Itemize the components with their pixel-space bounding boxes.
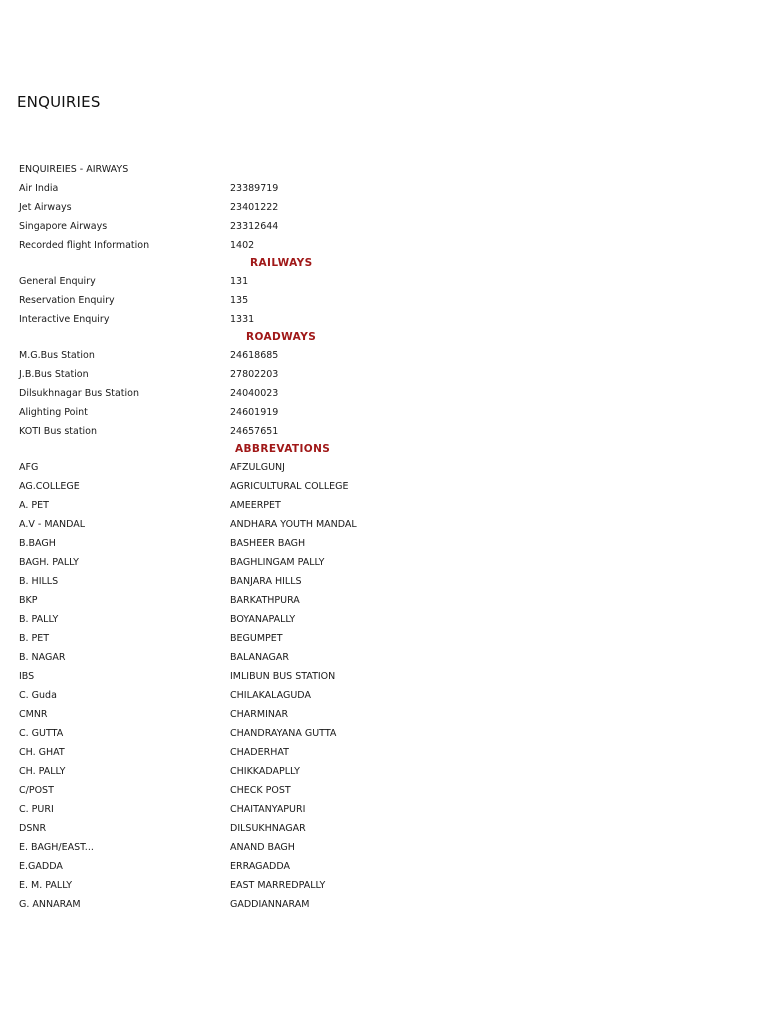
roadways-row-label: KOTI Bus station	[19, 426, 98, 437]
abbreviations-row-label: BKP	[19, 595, 38, 606]
abbreviations-row	[19, 895, 719, 914]
abbreviations-row-label: CMNR	[19, 709, 48, 720]
abbreviations-row	[19, 800, 719, 819]
abbreviations-row	[19, 515, 719, 534]
abbreviations-row-value: CHILAKALAGUDA	[230, 690, 311, 701]
abbreviations-row	[19, 781, 719, 800]
railways-row-value: 135	[230, 295, 249, 306]
airways-row-label: Recorded flight Information	[19, 240, 150, 251]
railways-row-label: Reservation Enquiry	[19, 295, 115, 306]
page-title: ENQUIRIES	[17, 93, 101, 111]
abbreviations-row-value: BOYANAPALLY	[230, 614, 296, 625]
roadways-row-value: 24040023	[230, 388, 279, 399]
abbreviations-row-label: B. PET	[19, 633, 50, 644]
abbreviations-row-value: ANDHARA YOUTH MANDAL	[230, 519, 357, 530]
roadways-list	[19, 346, 719, 441]
airways-row-label: Singapore Airways	[19, 221, 108, 232]
abbreviations-row-value: ANAND BAGH	[230, 842, 295, 853]
airways-row-value: 1402	[230, 240, 255, 251]
railways-row-label: General Enquiry	[19, 276, 96, 287]
roadways-row-value: 24618685	[230, 350, 279, 361]
railways-row	[19, 310, 719, 329]
airways-row	[19, 198, 719, 217]
roadways-row-label: Dilsukhnagar Bus Station	[19, 388, 139, 399]
abbreviations-row-label: C. GUTTA	[19, 728, 64, 739]
abbreviations-row	[19, 876, 719, 895]
abbreviations-row-value: BAGHLINGAM PALLY	[230, 557, 325, 568]
roadways-row	[19, 422, 719, 441]
airways-row	[19, 179, 719, 198]
roadways-row-label: M.G.Bus Station	[19, 350, 95, 361]
airways-row-value: 23312644	[230, 221, 279, 232]
abbreviations-row	[19, 819, 719, 838]
roadways-row-label: Alighting Point	[19, 407, 88, 418]
abbreviations-row-value: ERRAGADDA	[230, 861, 290, 872]
abbreviations-row-value: CHADERHAT	[230, 747, 289, 758]
abbreviations-row	[19, 724, 719, 743]
roadways-row	[19, 384, 719, 403]
airways-row-value: 23389719	[230, 183, 279, 194]
abbreviations-row	[19, 762, 719, 781]
railways-heading: RAILWAYS	[250, 257, 313, 269]
abbreviations-row-value: BEGUMPET	[230, 633, 283, 644]
abbreviations-row-value: BASHEER BAGH	[230, 538, 306, 549]
abbreviations-row-label: A. PET	[19, 500, 49, 511]
abbreviations-row	[19, 686, 719, 705]
airways-list	[19, 179, 719, 255]
abbreviations-row-value: AFZULGUNJ	[230, 462, 285, 473]
abbreviations-row-label: E. M. PALLY	[19, 880, 73, 891]
abbreviations-row	[19, 743, 719, 762]
abbreviations-row-label: AFG	[19, 462, 39, 473]
abbreviations-row-label: B.BAGH	[19, 538, 56, 549]
roadways-row-value: 24601919	[230, 407, 279, 418]
railways-list	[19, 272, 719, 329]
abbreviations-row-label: AG.COLLEGE	[19, 481, 80, 492]
roadways-row	[19, 346, 719, 365]
airways-row-label: Air India	[19, 183, 59, 194]
railways-row-value: 131	[230, 276, 249, 287]
railways-row	[19, 272, 719, 291]
abbreviations-row-value: EAST MARREDPALLY	[230, 880, 326, 891]
railways-row	[19, 291, 719, 310]
abbreviations-row-value: BALANAGAR	[230, 652, 289, 663]
abbreviations-row	[19, 857, 719, 876]
airways-row-value: 23401222	[230, 202, 279, 213]
abbreviations-row-value: AGRICULTURAL COLLEGE	[230, 481, 349, 492]
abbreviations-row-value: CHARMINAR	[230, 709, 289, 720]
abbreviations-row-label: C/POST	[19, 785, 54, 796]
abbreviations-row-value: AMEERPET	[230, 500, 281, 511]
abbreviations-row	[19, 477, 719, 496]
abbreviations-row-label: A.V - MANDAL	[19, 519, 86, 530]
abbreviations-row	[19, 496, 719, 515]
abbreviations-row-label: B. HILLS	[19, 576, 59, 587]
airways-row	[19, 217, 719, 236]
abbreviations-row	[19, 572, 719, 591]
abbreviations-row-label: CH. PALLY	[19, 766, 66, 777]
abbreviations-row	[19, 610, 719, 629]
abbreviations-row-label: C. PURI	[19, 804, 54, 815]
abbreviations-row-label: E.GADDA	[19, 861, 63, 872]
abbreviations-row-value: CHANDRAYANA GUTTA	[230, 728, 337, 739]
roadways-row	[19, 403, 719, 422]
abbreviations-row-label: E. BAGH/EAST...	[19, 842, 94, 853]
abbreviations-row-label: CH. GHAT	[19, 747, 65, 758]
railways-row-label: Interactive Enquiry	[19, 314, 110, 325]
abbreviations-row	[19, 648, 719, 667]
abbreviations-row-label: BAGH. PALLY	[19, 557, 79, 568]
roadways-heading: ROADWAYS	[246, 331, 317, 343]
abbreviations-row	[19, 458, 719, 477]
abbreviations-row-label: DSNR	[19, 823, 47, 834]
abbreviations-row	[19, 705, 719, 724]
abbreviations-row	[19, 534, 719, 553]
abbreviations-row-value: DILSUKHNAGAR	[230, 823, 306, 834]
abbreviations-row-value: GADDIANNARAM	[230, 899, 310, 910]
abbreviations-row-label: G. ANNARAM	[19, 899, 81, 910]
roadways-row-value: 24657651	[230, 426, 279, 437]
abbreviations-row-value: BARKATHPURA	[230, 595, 300, 606]
abbreviations-row-value: BANJARA HILLS	[230, 576, 302, 587]
abbreviations-row	[19, 591, 719, 610]
abbreviations-row-value: CHECK POST	[230, 785, 291, 796]
abbreviations-heading: ABBREVATIONS	[235, 443, 331, 455]
roadways-row-label: J.B.Bus Station	[19, 369, 89, 380]
abbreviations-list	[19, 458, 719, 914]
airways-row-label: Jet Airways	[19, 202, 72, 213]
abbreviations-row	[19, 838, 719, 857]
abbreviations-row-value: CHIKKADAPLLY	[230, 766, 300, 777]
airways-subtitle: ENQUIREIES - AIRWAYS	[19, 164, 129, 175]
roadways-row	[19, 365, 719, 384]
abbreviations-row-value: CHAITANYAPURI	[230, 804, 306, 815]
enquiries-content	[19, 160, 719, 914]
airways-row	[19, 236, 719, 255]
abbreviations-row-label: IBS	[19, 671, 35, 682]
railways-row-value: 1331	[230, 314, 255, 325]
abbreviations-row	[19, 629, 719, 648]
abbreviations-row-label: C. Guda	[19, 690, 57, 701]
abbreviations-row-value: IMLIBUN BUS STATION	[230, 671, 336, 682]
abbreviations-row	[19, 553, 719, 572]
abbreviations-row-label: B. NAGAR	[19, 652, 66, 663]
abbreviations-row	[19, 667, 719, 686]
roadways-row-value: 27802203	[230, 369, 279, 380]
abbreviations-row-label: B. PALLY	[19, 614, 59, 625]
